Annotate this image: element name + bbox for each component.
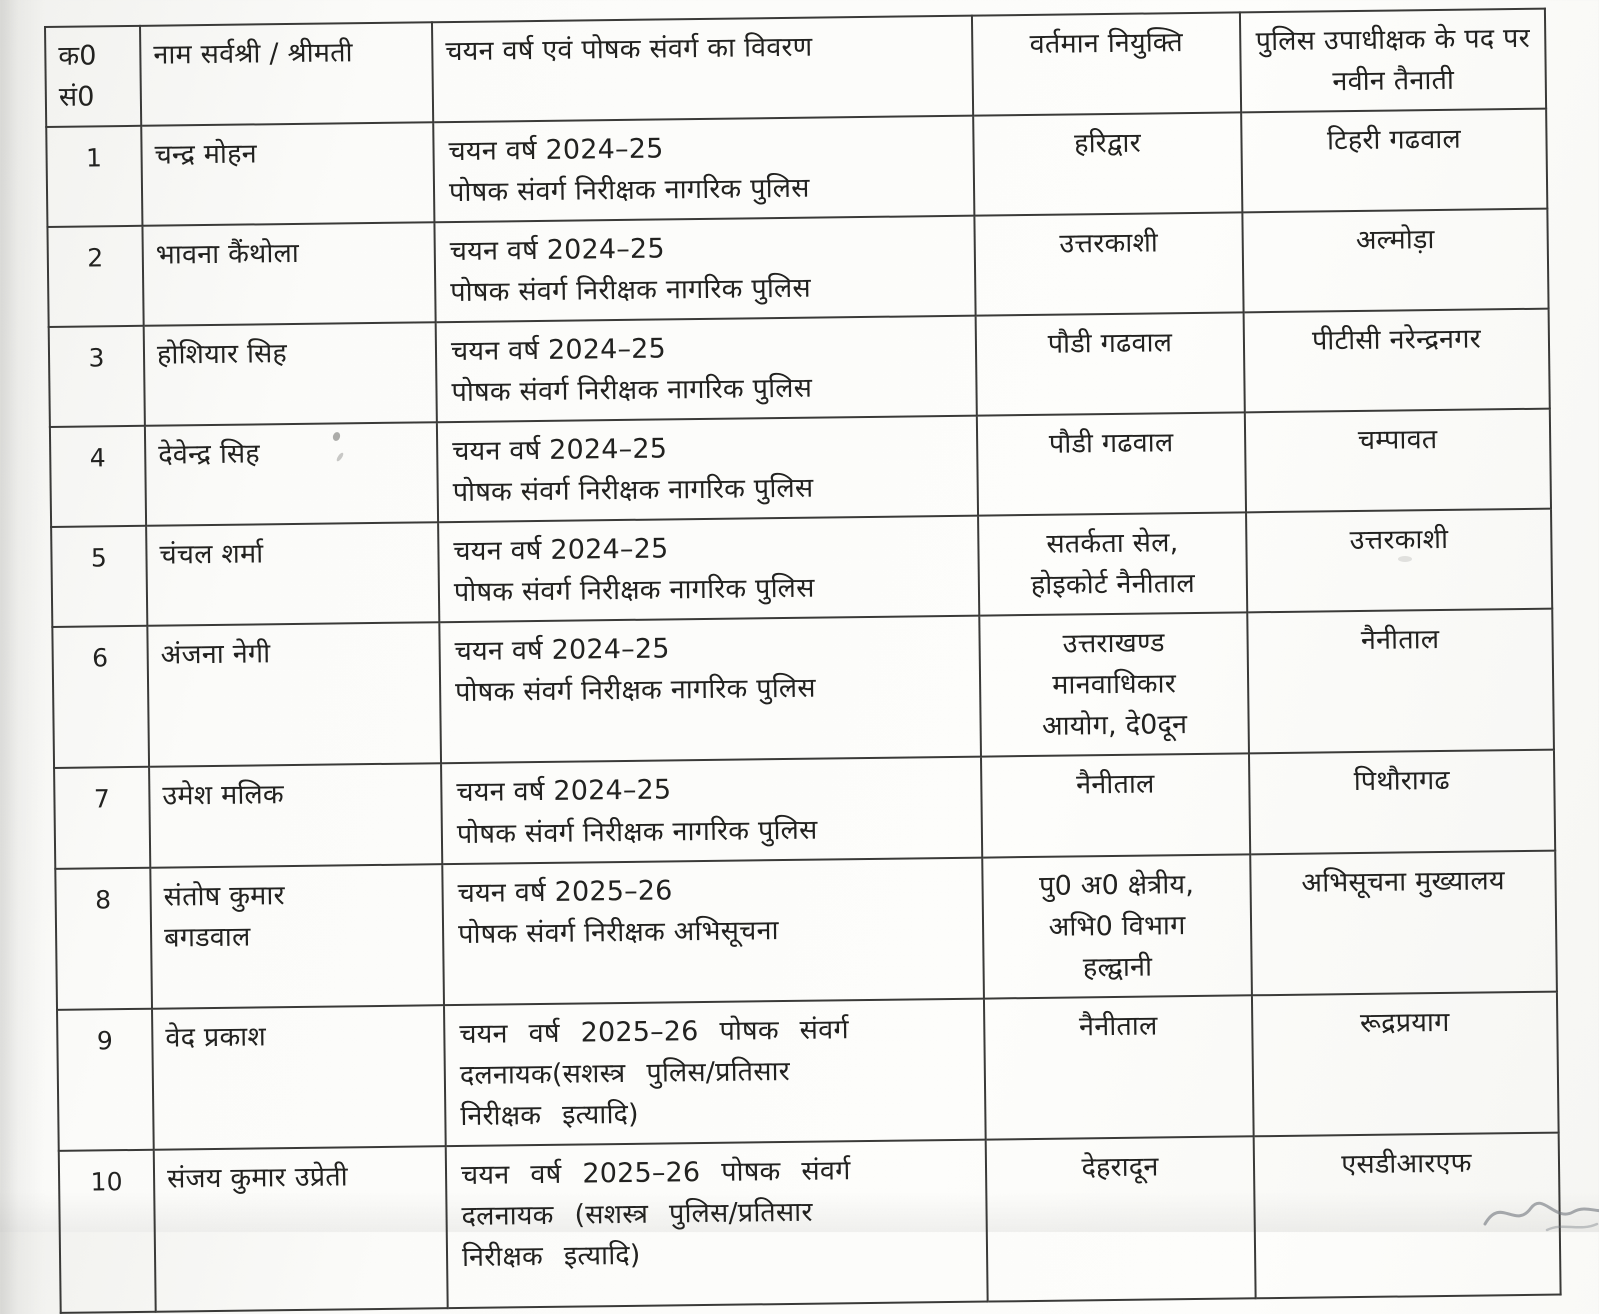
- name-cell: देवेन्द्र सिह: [145, 422, 438, 526]
- new-posting-cell: पीटीसी नरेन्द्रनगर: [1244, 309, 1550, 413]
- header-row: [45, 9, 1546, 127]
- table-row: [57, 991, 1559, 1150]
- current-posting-cell: पु0 अ0 क्षेत्रीय, अभि0 विभाग हल्द्वानी: [982, 854, 1252, 998]
- new-posting-cell: अल्मोड़ा: [1242, 209, 1548, 313]
- name-cell: भावना कैंथोला: [142, 222, 435, 326]
- name-cell: चंचल शर्मा: [146, 523, 439, 627]
- new-posting-cell: टिहरी गढवाल: [1241, 109, 1547, 213]
- header-current-posting: वर्तमान नियुक्ति: [972, 12, 1241, 115]
- serial-number-cell: 8: [55, 867, 152, 1009]
- table-row: [49, 309, 1550, 427]
- current-posting-cell: उत्तरकाशी: [974, 212, 1243, 315]
- new-posting-cell: चम्पावत: [1245, 409, 1551, 513]
- selection-details-cell: चयन वर्ष 2024–25 पोषक संवर्ग निरीक्षक नागरिक पुलिस: [441, 757, 982, 864]
- serial-number-cell: 5: [51, 526, 147, 627]
- name-cell: वेद प्रकाश: [152, 1005, 446, 1150]
- new-posting-cell: एसडीआरएफ: [1254, 1132, 1561, 1298]
- serial-number-cell: 10: [59, 1149, 156, 1312]
- header-name: नाम सर्वश्री / श्रीमती: [140, 22, 433, 126]
- current-posting-cell: नैनीताल: [984, 995, 1254, 1139]
- current-posting-cell: देहरादून: [986, 1136, 1256, 1301]
- selection-details-cell: चयन वर्ष 2025–26 पोषक संवर्ग निरीक्षक अभिसूचना: [442, 857, 984, 1005]
- current-posting-cell: पौडी गढवाल: [976, 313, 1245, 416]
- table-row: [52, 609, 1554, 768]
- table-row: [47, 209, 1548, 327]
- selection-details-cell: चयन वर्ष 2025–26 पोषक संवर्ग दलनायक(सशस्त्र पुलिस/प्रतिसार निरीक्षक इत्यादि): [444, 998, 986, 1146]
- current-posting-cell: सतर्कता सेल, होइकोर्ट नैनीताल: [978, 513, 1247, 616]
- new-posting-cell: उत्तरकाशी: [1246, 509, 1552, 613]
- scan-smudge: [1398, 556, 1412, 562]
- selection-details-cell: चयन वर्ष 2024–25 पोषक संवर्ग निरीक्षक नागरिक पुलिस: [439, 616, 981, 764]
- selection-details-cell: चयन वर्ष 2024–25 पोषक संवर्ग निरीक्षक नागरिक पुलिस: [433, 116, 974, 223]
- serial-number-cell: 2: [47, 226, 143, 327]
- new-posting-cell: रूद्रप्रयाग: [1252, 991, 1559, 1136]
- current-posting-cell: उत्तराखण्ड मानवाधिकार आयोग, दे0दून: [979, 613, 1249, 757]
- current-posting-cell: पौडी गढवाल: [977, 413, 1246, 516]
- name-cell: चन्द्र मोहन: [141, 122, 434, 226]
- header-new-posting: पुलिस उपाधीक्षक के पद पर नवीन तैनाती: [1240, 9, 1546, 113]
- name-cell: संजय कुमार उप्रेती: [154, 1146, 448, 1312]
- serial-number-cell: 7: [54, 767, 150, 868]
- selection-details-cell: चयन वर्ष 2024–25 पोषक संवर्ग निरीक्षक नागरिक पुलिस: [434, 216, 975, 323]
- serial-number-cell: 9: [57, 1008, 154, 1150]
- selection-details-cell: चयन वर्ष 2025–26 पोषक संवर्ग दलनायक (सशस्त्र पुलिस/प्रतिसार निरीक्षक इत्यादि): [446, 1139, 988, 1308]
- new-posting-cell: नैनीताल: [1247, 609, 1554, 754]
- handwritten-mark: [1477, 1178, 1599, 1238]
- header-selection-details: चयन वर्ष एवं पोषक संवर्ग का विवरण: [432, 16, 973, 123]
- serial-number-cell: 6: [52, 626, 149, 768]
- table-row: [51, 509, 1552, 627]
- current-posting-cell: नैनीताल: [981, 754, 1250, 857]
- serial-number-cell: 3: [49, 326, 145, 427]
- new-posting-cell: पिथौरागढ: [1249, 750, 1555, 854]
- table-row: [46, 109, 1547, 227]
- header-serial-number: क0 सं0: [45, 26, 141, 127]
- table-row: [59, 1132, 1561, 1312]
- scanned-document-page: [44, 8, 1560, 1314]
- selection-details-cell: चयन वर्ष 2024–25 पोषक संवर्ग निरीक्षक नागरिक पुलिस: [437, 416, 978, 523]
- table-row: [54, 750, 1555, 868]
- table-row: [55, 850, 1557, 1009]
- new-posting-cell: अभिसूचना मुख्यालय: [1250, 850, 1557, 995]
- name-cell: अंजना नेगी: [147, 623, 441, 768]
- table-row: [50, 409, 1551, 527]
- current-posting-cell: हरिद्वार: [973, 112, 1242, 215]
- serial-number-cell: 1: [46, 126, 142, 227]
- selection-details-cell: चयन वर्ष 2024–25 पोषक संवर्ग निरीक्षक नागरिक पुलिस: [438, 516, 979, 623]
- name-cell: संतोष कुमार बगडवाल: [150, 864, 444, 1009]
- serial-number-cell: 4: [50, 426, 146, 527]
- selection-details-cell: चयन वर्ष 2024–25 पोषक संवर्ग निरीक्षक नागरिक पुलिस: [436, 316, 977, 423]
- postings-table: [44, 8, 1562, 1314]
- name-cell: उमेश मलिक: [149, 764, 442, 868]
- name-cell: होशियार सिह: [144, 322, 437, 426]
